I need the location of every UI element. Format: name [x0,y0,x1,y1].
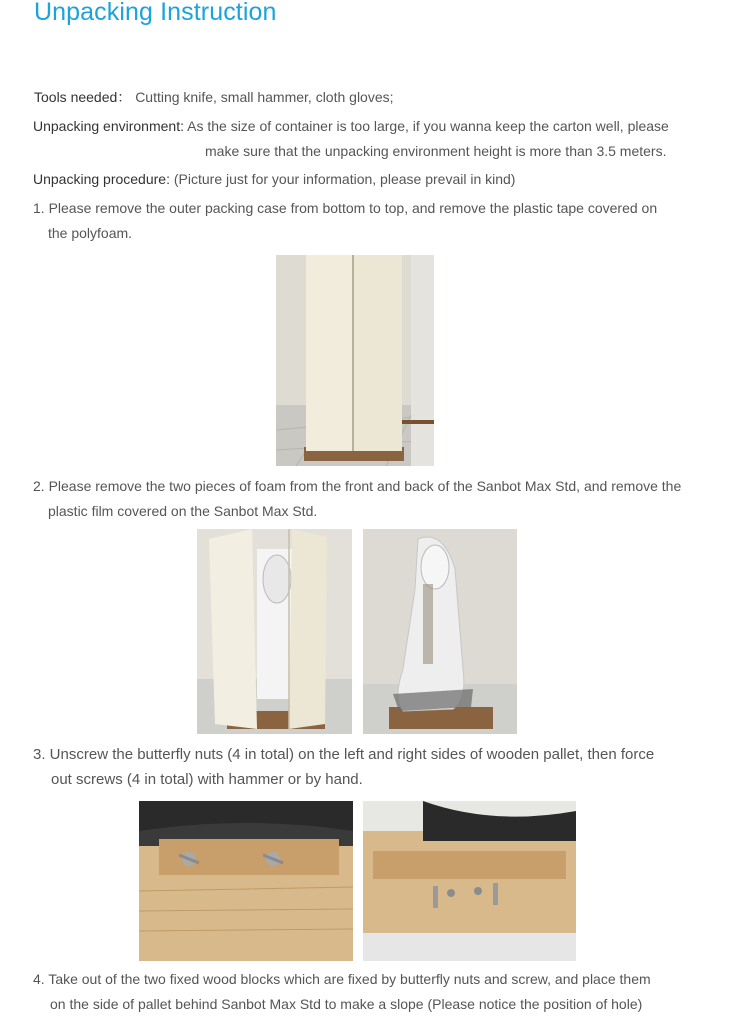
step-4-line-1: 4. Take out of the two fixed wood blocks which are fixed by butterfly nuts and screw, and place them [33,971,651,987]
step-1-line-1: 1. Please remove the outer packing case from bottom to top, and remove the plastic tape covered on [33,200,658,216]
step-2-line-2: plastic film covered on the Sanbot Max Std. [48,503,318,519]
step-1-line-2: the polyfoam. [48,225,133,241]
environment-label: Unpacking environment: [33,118,184,134]
step-4-line-2: on the side of pallet behind Sanbot Max Std to make a slope (Please notice the position of hole) [50,996,643,1012]
step-3-line-2: out screws (4 in total) with hammer or by hand. [51,771,363,788]
procedure-label: Unpacking procedure: [33,171,170,187]
environment-line-1 [33,114,669,139]
environment-text-1: As the size of container is too large, if you wanna keep the carton well, please [187,118,669,134]
tools-label: Tools needed： [34,89,132,105]
step-3-photo-removed-screws [363,801,576,961]
step-3-line-1: 3. Unscrew the butterfly nuts (4 in total) on the left and right sides of wooden pallet, then force [33,746,655,763]
step-2-photo-foam-open [197,529,352,734]
step-1-photo-foam-box [276,255,434,466]
step-2-line-1: 2. Please remove the two pieces of foam from the front and back of the Sanbot Max Std, and remove the [33,478,682,494]
environment-text-2: make sure that the unpacking environment height is more than 3.5 meters. [205,143,667,159]
tools-line [34,85,394,110]
tools-text: Cutting knife, small hammer, cloth gloves; [135,89,394,105]
procedure-line [33,167,515,192]
step-2-photo-plastic-wrapped [363,529,517,734]
procedure-text: (Picture just for your information, please prevail in kind) [173,171,516,187]
page-title: Unpacking Instruction [34,0,277,26]
step-3-photo-butterfly-nuts [139,801,353,961]
